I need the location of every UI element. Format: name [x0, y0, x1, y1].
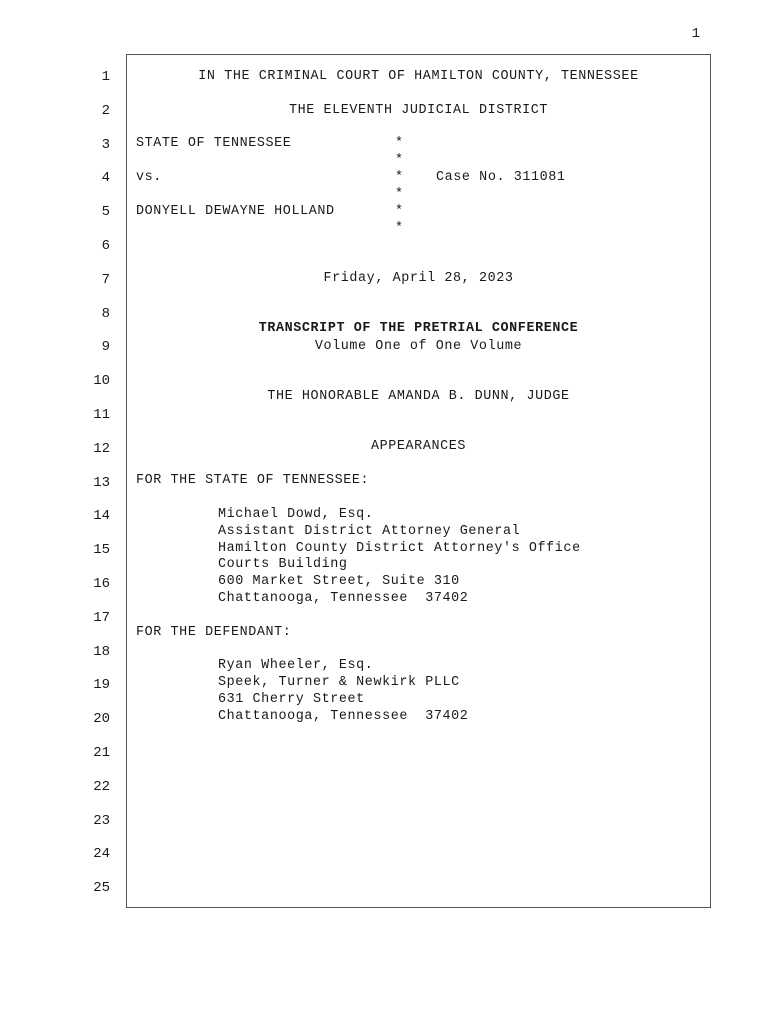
- state-counsel-line: Assistant District Attorney General: [218, 524, 521, 539]
- case-number: Case No. 311081: [436, 170, 566, 185]
- defendant-heading: FOR THE DEFENDANT:: [136, 625, 292, 640]
- district-title: THE ELEVENTH JUDICIAL DISTRICT: [288, 103, 549, 118]
- line-number: 10: [93, 373, 110, 390]
- line-number: 13: [93, 474, 110, 491]
- caption-star: *: [395, 221, 404, 236]
- line-number: 8: [101, 305, 110, 322]
- line-number: 5: [101, 204, 110, 221]
- judge-name: THE HONORABLE AMANDA B. DUNN, JUDGE: [267, 389, 570, 404]
- caption-star: *: [395, 204, 404, 219]
- line-number: 4: [101, 170, 110, 187]
- line-number: 20: [93, 711, 110, 728]
- line-number: 17: [93, 609, 110, 626]
- page-number: 1: [691, 26, 700, 42]
- caption-star: *: [395, 136, 404, 151]
- caption-star: *: [395, 170, 404, 185]
- line-number: 1: [101, 69, 110, 85]
- state-heading: FOR THE STATE OF TENNESSEE:: [136, 473, 370, 488]
- line-number: 3: [101, 136, 110, 153]
- line-number: 2: [101, 102, 110, 119]
- state-counsel-line: Chattanooga, Tennessee 37402: [218, 591, 469, 606]
- plaintiff-name: STATE OF TENNESSEE: [136, 136, 292, 151]
- hearing-date: Friday, April 28, 2023: [323, 271, 514, 286]
- defense-counsel-line: Ryan Wheeler, Esq.: [218, 658, 374, 673]
- line-number: 9: [101, 339, 110, 356]
- transcript-title: TRANSCRIPT OF THE PRETRIAL CONFERENCE: [258, 321, 579, 336]
- line-number: 24: [93, 846, 110, 863]
- line-number: 12: [93, 440, 110, 457]
- line-number: 18: [93, 643, 110, 660]
- line-number: 21: [93, 745, 110, 761]
- line-number: 11: [93, 407, 110, 423]
- volume-label: Volume One of One Volume: [314, 339, 523, 354]
- state-counsel-line: Michael Dowd, Esq.: [218, 507, 374, 522]
- line-number: 23: [93, 812, 110, 829]
- defense-counsel-line: Speek, Turner & Newkirk PLLC: [218, 675, 460, 690]
- line-number: 19: [93, 677, 110, 694]
- state-counsel-line: Courts Building: [218, 557, 348, 572]
- defense-counsel-line: Chattanooga, Tennessee 37402: [218, 709, 469, 724]
- line-number: 22: [93, 778, 110, 795]
- appearances-heading: APPEARANCES: [371, 439, 466, 454]
- line-number: 14: [93, 508, 110, 525]
- versus-label: vs.: [136, 170, 162, 185]
- line-number: 15: [93, 542, 110, 559]
- court-title: IN THE CRIMINAL COURT OF HAMILTON COUNTY, TENNESSEE: [198, 69, 639, 84]
- defense-counsel-line: 631 Cherry Street: [218, 692, 365, 707]
- line-number: 25: [93, 880, 110, 897]
- defendant-name: DONYELL DEWAYNE HOLLAND: [136, 204, 335, 219]
- line-number: 16: [93, 576, 110, 592]
- caption-star: *: [395, 187, 404, 202]
- state-counsel-line: 600 Market Street, Suite 310: [218, 574, 460, 589]
- line-number: 6: [101, 238, 110, 254]
- state-counsel-line: Hamilton County District Attorney's Office: [218, 541, 581, 556]
- line-number: 7: [101, 271, 110, 288]
- caption-star: *: [395, 153, 404, 168]
